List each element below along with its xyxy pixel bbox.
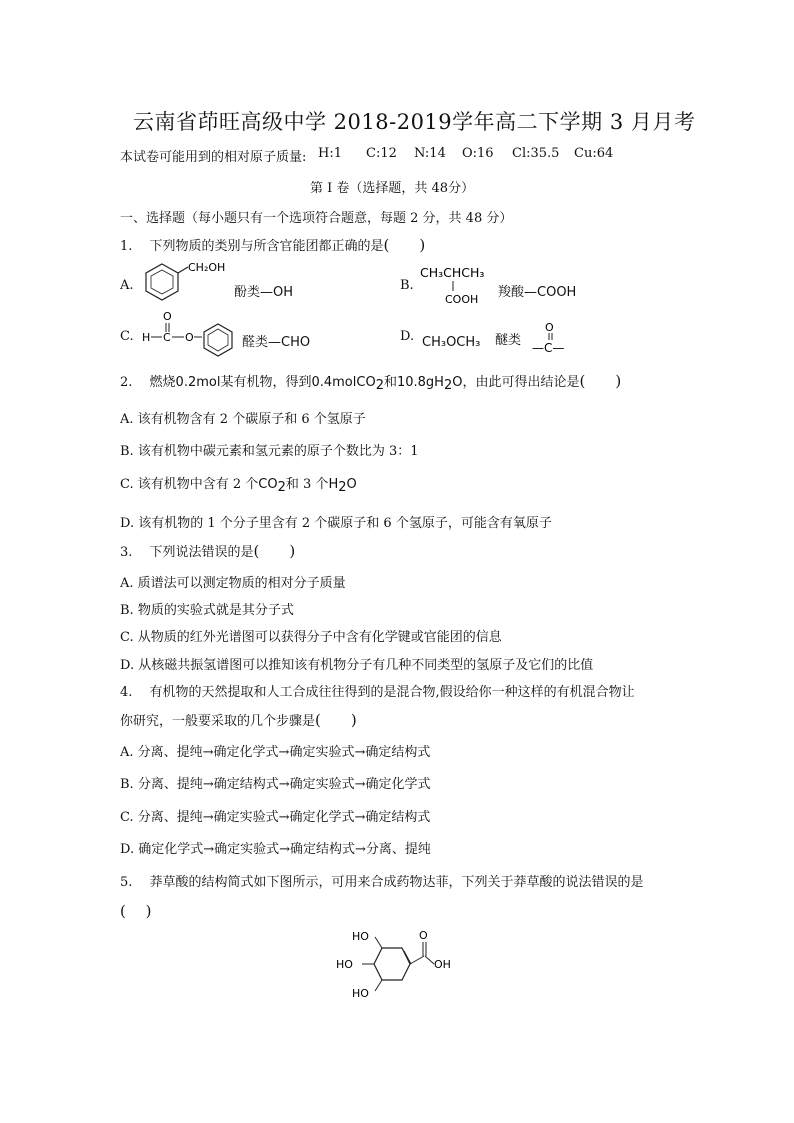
mass-cl: Cl:35.5 [512, 146, 560, 161]
q1-b-answer: 羧酸—COOH [498, 285, 577, 300]
carbonyl-oxygen-label: O [419, 929, 428, 942]
carboxyl-oh-label: OH [434, 958, 451, 971]
section-title: 第 I 卷（选择题，共 48分） [310, 181, 475, 196]
mass-c: C:12 [366, 146, 397, 161]
q3-option-b: B. 物质的实验式就是其分子式 [120, 603, 294, 618]
svg-text:H: H [142, 331, 151, 344]
q2-option-d: D. 该有机物的 1 个分子里含有 2 个碳原子和 6 个氢原子，可能含有氧原子 [120, 516, 552, 531]
page-title: 云南省茚旺高级中学 2018-2019学年高二下学期 3 月月考 [133, 110, 696, 134]
svg-text:O: O [185, 331, 194, 344]
mass-n: N:14 [414, 146, 446, 161]
q3-stem: 3. 下列说法错误的是( ) [120, 542, 296, 560]
benzyl-alcohol-structure [138, 258, 234, 310]
q1-option-c-label: C. [120, 329, 134, 344]
q1-a-answer: 酚类—OH [234, 285, 294, 300]
svg-text:C: C [163, 331, 171, 344]
q4-stem-line1: 4. 有机物的天然提取和人工合成往往得到的是混合物,假设给你一种这样的有机混合物让 [120, 685, 635, 700]
q1-d-class: 醚类 [495, 333, 522, 348]
isobutyric-acid-structure [418, 263, 498, 307]
q4-option-c: C. 分离、提纯→确定实验式→确定化学式→确定结构式 [120, 810, 431, 825]
q2-option-c: C. 该有机物中含有 2 个CO2和 3 个H2O [120, 477, 357, 495]
mass-h: H:1 [318, 146, 342, 161]
phenyl-formate-structure [138, 308, 238, 366]
part-heading: 一、选择题（每小题只有一个选项符合题意，每题 2 分，共 48 分） [120, 211, 513, 226]
hydroxyl-label: HO [352, 987, 369, 1000]
q4-option-b: B. 分离、提纯→确定结构式→确定实验式→确定化学式 [120, 777, 431, 792]
svg-text:COOH: COOH [445, 293, 479, 306]
q1-option-d-label: D. [400, 329, 415, 344]
q3-option-c: C. 从物质的红外光谱图可以获得分子中含有化学键或官能团的信息 [120, 630, 502, 645]
shikimic-acid-structure [330, 926, 460, 1006]
q5-stem: 5. 莽草酸的结构简式如下图所示，可用来合成药物达菲，下列关于莽草酸的说法错误的是 [120, 875, 644, 890]
svg-text:CH₃CHCH₃: CH₃CHCH₃ [420, 265, 485, 280]
svg-text:—C—: —C— [532, 341, 565, 355]
hydroxyl-label: HO [352, 930, 369, 943]
q4-option-d: D. 确定化学式→确定实验式→确定结构式→分离、提纯 [120, 842, 431, 857]
hydroxyl-label: HO [336, 958, 353, 971]
mass-o: O:16 [462, 146, 494, 161]
carbonyl-group-structure [530, 316, 580, 356]
mass-cu: Cu:64 [574, 146, 614, 161]
atomic-mass-label: 本试卷可能用到的相对原子质量: [120, 150, 307, 165]
q2-option-b: B. 该有机物中碳元素和氢元素的原子个数比为 3：1 [120, 444, 419, 459]
q1-c-answer: 醛类—CHO [242, 335, 311, 350]
q5-paren: ( ) [120, 902, 152, 920]
q4-option-a: A. 分离、提纯→确定化学式→确定实验式→确定结构式 [120, 745, 431, 760]
q2-option-a: A. 该有机物含有 2 个碳原子和 6 个氢原子 [120, 412, 366, 427]
ch2oh-group: CH₂OH [188, 261, 226, 274]
q1-option-b-label: B. [400, 278, 414, 293]
q1-option-a-label: A. [120, 278, 134, 293]
q3-option-d: D. 从核磁共振氢谱图可以推知该有机物分子有几种不同类型的氢原子及它们的比值 [120, 658, 594, 673]
q1-stem: 1. 下列物质的类别与所含官能团都正确的是( ) [120, 236, 426, 254]
q4-stem-line2: 你研究，一般要采取的几个步骤是( ) [120, 711, 357, 729]
svg-text:O: O [163, 310, 172, 323]
svg-text:O: O [545, 321, 554, 334]
dimethyl-ether-formula: CH₃OCH₃ [422, 335, 481, 350]
q2-stem: 2. 燃烧0.2mol某有机物，得到0.4molCO2和10.8gH2O，由此可得出结论是( ) [120, 372, 622, 393]
q3-option-a: A. 质谱法可以测定物质的相对分子质量 [120, 576, 346, 591]
